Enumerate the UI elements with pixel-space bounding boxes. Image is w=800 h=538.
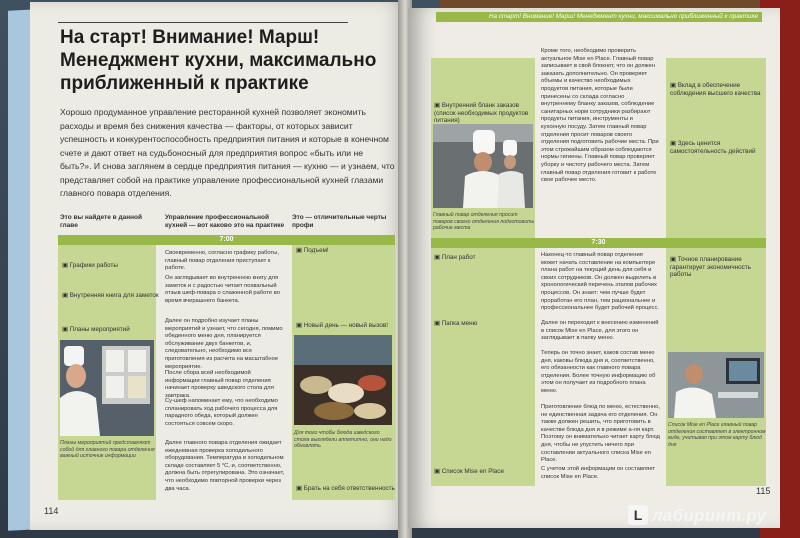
body-text: Приготовление блюд по меню, естественно, не единственная задача его отделения. Он также должен решить, что приготовить в качестве блюда дня и в режиме а-ля карт. Поэтому он внимательно читает карту блюд дня, чтобы не упустить ничего при составлении актуального списка Mise en Place.: [541, 404, 660, 464]
photo-caption: Для того чтобы блюда шведского стола выглядели аппетитно, они надо обновлять: [294, 430, 392, 450]
list-item: ▣ Планы мероприятий: [62, 326, 130, 333]
page-number: 115: [756, 486, 771, 496]
photo-caption: Список Mise en Place главный повар отделения составляет в электронном виде, учитывая при этом карту блюд дня: [668, 422, 766, 448]
body-text: Далее главного повара отделения ожидает ежедневная проверка холодильного оборудования. Температура в холодильном складе составляет 5 °С, и, соответственно, должна быть отрегулирована. Это означает, что необходимо повторной проверки через два часа.: [165, 440, 285, 492]
photo-caption: Главный повар отделения просит поваров своего отделения подготовить рабочие места: [433, 212, 535, 232]
photo-chef-at-computer: [668, 352, 764, 418]
list-item: ▣ Графики работы: [62, 262, 118, 269]
list-item: ▣ Список Mise en Place: [434, 468, 504, 475]
photo-chef-reading-plans: [60, 340, 154, 436]
list-item: ▣ Вклад в обеспечение соблюдения высшего качества: [670, 82, 761, 97]
body-text: Далее он подробно изучает планы мероприятий и узнает, что сегодня, помимо обеденного меню дня, планируется обслуживание двух банкетов, и, следовательно, необходимо все приготовления из расчета на масштабное мероприятие.: [165, 318, 283, 370]
title-rule: [58, 22, 348, 23]
list-item: ▣ Папка меню: [434, 320, 478, 327]
list-item: ▣ Внутренняя книга для заметок: [62, 292, 159, 299]
body-text: После сбора всей необходимой информации главный повар отделения начинает проверку шведского стола для завтрака.: [165, 370, 274, 399]
column-header-2: Управление профессиональной кухней — вот каково это на практике: [165, 214, 285, 229]
list-item: ▣ Здесь ценится самостоятельность действий: [670, 140, 756, 155]
time-bar-700: 7:00: [58, 235, 395, 245]
list-item: ▣ Подъем!: [296, 247, 329, 254]
time-bar-730: 7:30: [431, 238, 766, 248]
labirint-logo-icon: L: [628, 505, 648, 525]
list-item: ▣ Внутренний бланк заказов (список необходимых продуктов питания): [434, 102, 529, 124]
body-text: Своевременно, согласно графику работы, главный повар отделения приступает к работе.: [165, 250, 279, 272]
body-text: Су-шеф напоминает ему, что необходимо спланировать ход рабочего процесса для парадного обеда, который должен состояться совсем скоро.: [165, 398, 278, 427]
list-item: ▣ Новый день — новый вызов!: [296, 322, 389, 329]
body-text: Он заглядывает во внутреннюю книгу для заметок и с радостью читает похвальный отзыв шеф-повара о слаженной работе во время вчерашнего банкета.: [165, 275, 280, 304]
running-head: На старт! Внимание! Марш! Менеджмент кухни, максимально приближенный к практике: [436, 12, 762, 22]
photo-caption: Планы мероприятий представляют собой для главного повара отделения важный источник информации: [60, 440, 155, 460]
chapter-title: На старт! Внимание! Марш! Менеджмент кухни, максимально приближенный к практике: [60, 27, 377, 94]
column-header-1: Это вы найдете в данной главе: [60, 214, 143, 229]
intro-paragraph: Хорошо продуманное управление ресторанной кухней позволяет экономить расходы и время без снижения качества — факторы, от которых зависит успешность и конкурентоспособность предприятия питания и которые в конечном счете и дают ответ на судьбоносный для предприятия вопрос «быть или не быть?». И снова заглянем в сердце предприятия питания — кухню — и узнаем, что представляет собой на практике управление профессиональной кухней глазами главного повара отделения.: [60, 107, 395, 198]
body-text: Кроме того, необходимо проверить актуальное Mise en Place. Главный повар записывает в свой блокнот, что он должен заказать дополнительно. Он проверяет объемы и качество необходимых продуктов питания, которые были принесены со склада согласно внутреннему бланку заказов, соблюдение санитарных норм сотрудники разбирают продукты питания, инструменты и кухонную посуду. Затем главный повар отделения просит поваров своего отделения подготовить рабочие места. При этом строжайшим образом соблюдаются нормы гигиены. Главный повар проверяет уборку и чистоту рабочего места. Затем главный повар отделения готовит к работе свое рабочее место.: [541, 48, 659, 184]
list-item: ▣ Брать на себя ответственность: [296, 485, 395, 492]
watermark-text: лабиринт.ру: [652, 506, 767, 525]
body-text: Теперь он точно знает, каков состав меню дня, каковы блюда дня и, соответственно, его обязанности как главного повара отделения. Более точную информацию об этом он получает из подробного плана меню.: [541, 350, 656, 394]
photo-buffet-dishes: [294, 335, 392, 425]
column-header-3: Это — отличительные черты профи: [292, 214, 387, 229]
photo-chefs-in-kitchen: [433, 124, 533, 208]
body-text: Наконец-то главный повар отделения может начать составление на компьютере плана работ на текущий день для себя и своих сотрудников. Он должен выделить в хронологический перечень этапов рабочих процессов. Он знает: чем лучше будет проработан его план, тем рациональнее и профессиональнее будет рабочий процесс.: [541, 252, 659, 312]
list-item: ▣ План работ: [434, 254, 476, 261]
body-text: Далее он переходит к внесению изменений в список Mise en Place, для этого он заглядывает в папку меню.: [541, 320, 659, 342]
body-text: С учетом этой информации он составляет список Mise en Place.: [541, 466, 656, 480]
page-number: 114: [44, 506, 59, 516]
list-item: ▣ Точное планирование гарантирует экономичность работы: [670, 256, 751, 278]
